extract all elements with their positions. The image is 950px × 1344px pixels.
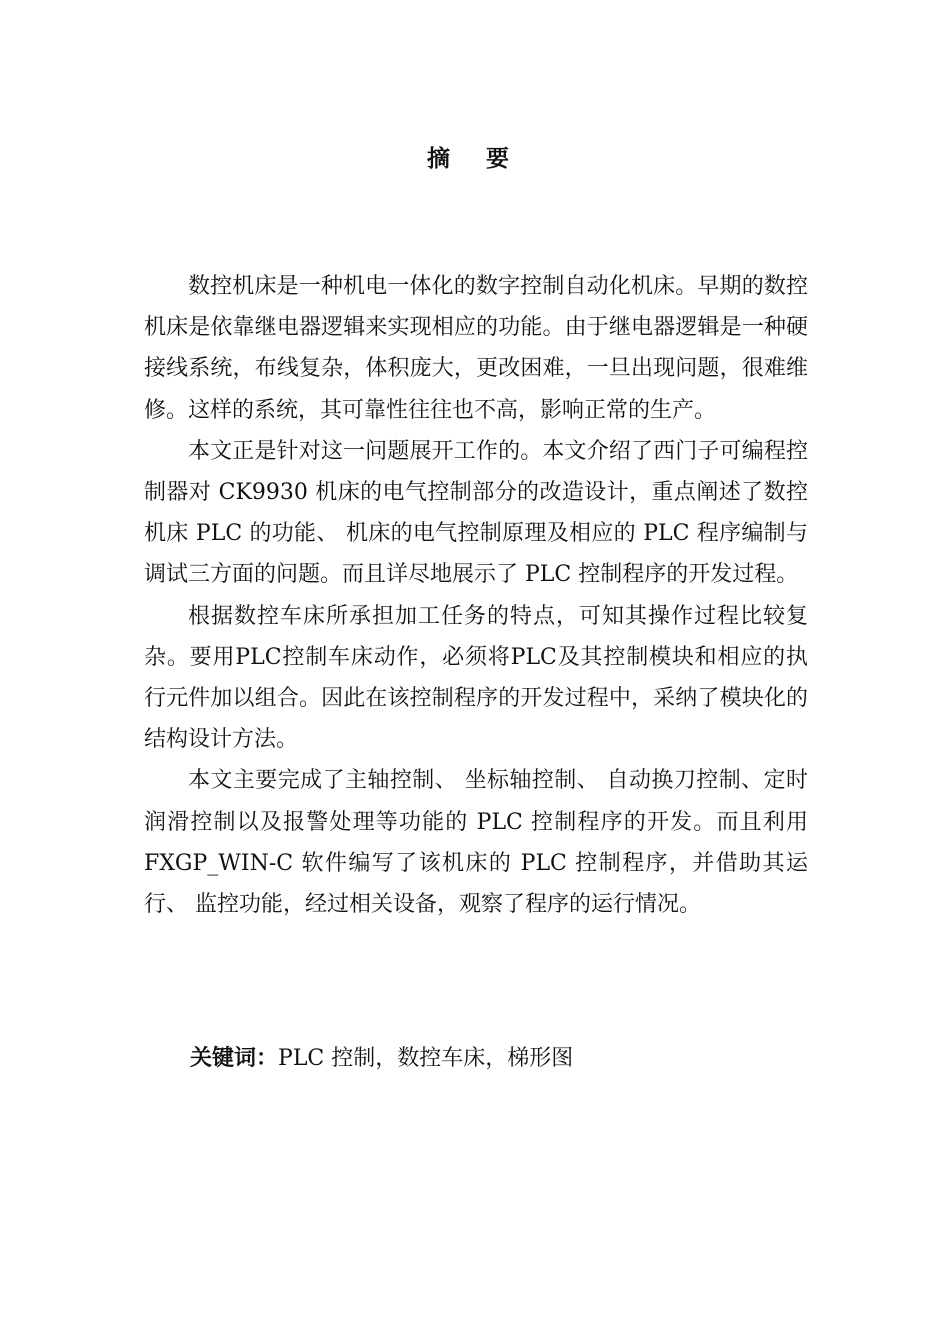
keywords-label: 关键词： (190, 1046, 279, 1071)
abstract-paragraph-3: 根据数控车床所承担加工任务的特点，可知其操作过程比较复杂。要用PLC控制车床动作，必须将PLC及其控制模块和相应的执行元件加以组合。因此在该控制程序的开发过程中，采纳了模块化的结构设计方法。 (144, 603, 808, 753)
abstract-body (144, 266, 808, 925)
keywords-value: PLC 控制，数控车床，梯形图 (278, 1046, 574, 1071)
abstract-title: 摘 要 (426, 146, 523, 172)
abstract-paragraph-1: 数控机床是一种机电一体化的数字控制自动化机床。早期的数控机床是依靠继电器逻辑来实现相应的功能。由于继电器逻辑是一种硬接线系统，布线复杂，体积庞大，更改困难，一旦出现问题，很难维修。这样的系统，其可靠性往往也不高，影响正常的生产。 (144, 274, 808, 423)
keywords-line (190, 1038, 810, 1079)
abstract-paragraph-4: 本文主要完成了主轴控制、 坐标轴控制、 自动换刀控制、定时润滑控制以及报警处理等功能的 PLC 控制程序的开发。而且利用 FXGP_WIN-C 软件编写了该机床的 PLC 控制程序，并借助其运行、 监控功能，经过相关设备，观察了程序的运行情况。 (144, 768, 808, 918)
abstract-paragraph-2: 本文正是针对这一问题展开工作的。本文介绍了西门子可编程控制器对 CK9930 机床的电气控制部分的改造设计，重点阐述了数控机床 PLC 的功能、 机床的电气控制原理及相应的 PLC 程序编制与调试三方面的问题。而且详尽地展示了 PLC 控制程序的开发过程。 (144, 438, 808, 588)
